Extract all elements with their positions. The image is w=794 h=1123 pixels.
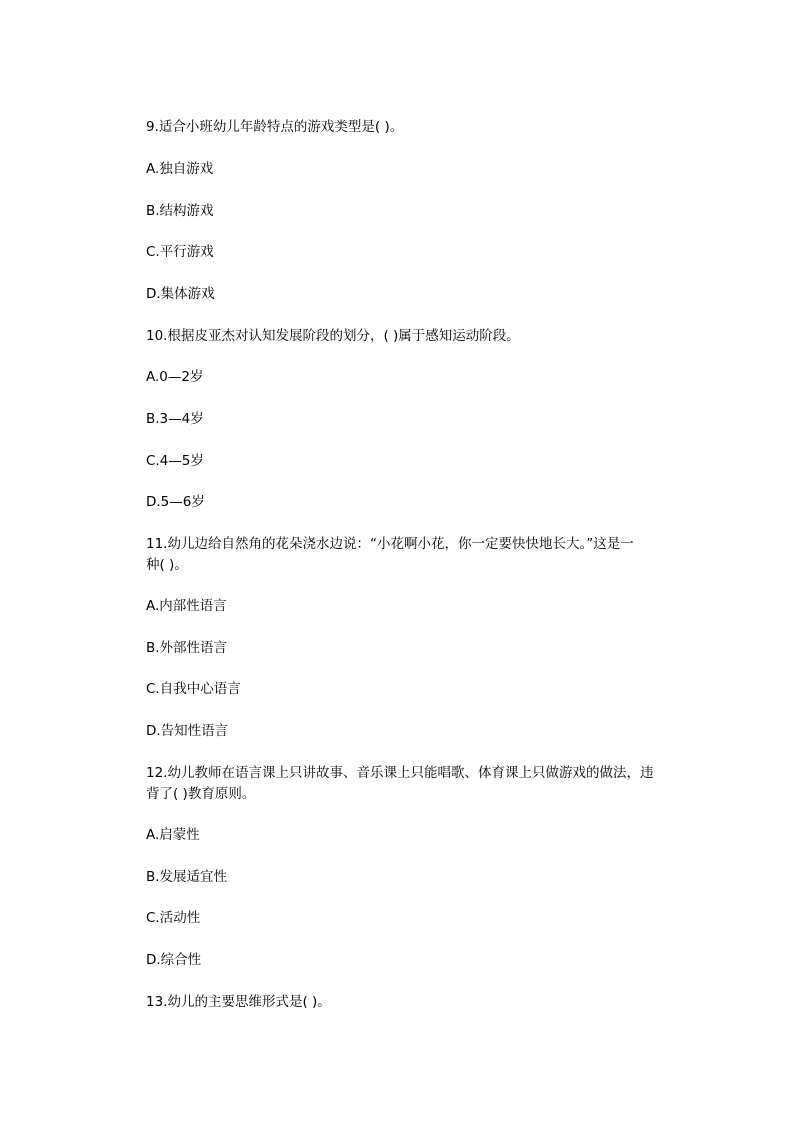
question-13-stem: 13.幼儿的主要思维形式是( )。: [146, 994, 331, 1010]
question-12-option-c: C.活动性: [146, 910, 201, 926]
question-10-option-b: B.3—4岁: [146, 411, 204, 427]
question-9-option-a: A.独自游戏: [146, 161, 214, 177]
question-11-stem-line1: 11.幼儿边给自然角的花朵浇水边说：“小花啊小花，你一定要快快地长大。”这是一: [146, 536, 634, 552]
question-12-option-a: A.启蒙性: [146, 827, 200, 843]
question-9-option-b: B.结构游戏: [146, 203, 214, 219]
question-9-stem: 9.适合小班幼儿年龄特点的游戏类型是( )。: [146, 119, 404, 135]
question-11-option-b: B.外部性语言: [146, 640, 228, 656]
question-11-option-d: D.告知性语言: [146, 723, 229, 739]
question-12-option-b: B.发展适宜性: [146, 869, 228, 885]
question-10-option-d: D.5—6岁: [146, 494, 205, 510]
question-11-option-a: A.内部性语言: [146, 598, 227, 614]
question-12-option-d: D.综合性: [146, 952, 202, 968]
question-11-stem-line2: 种( )。: [146, 557, 188, 573]
question-11-option-c: C.自我中心语言: [146, 681, 241, 697]
question-9-option-c: C.平行游戏: [146, 244, 214, 260]
question-10-stem: 10.根据皮亚杰对认知发展阶段的划分，( )属于感知运动阶段。: [146, 328, 520, 344]
question-9-option-d: D.集体游戏: [146, 286, 215, 302]
question-12-stem-line2: 背了( )教育原则。: [146, 786, 256, 802]
question-10-option-c: C.4—5岁: [146, 453, 204, 469]
question-10-option-a: A.0—2岁: [146, 369, 204, 385]
question-12-stem-line1: 12.幼儿教师在语言课上只讲故事、音乐课上只能唱歌、体育课上只做游戏的做法，违: [146, 765, 654, 781]
